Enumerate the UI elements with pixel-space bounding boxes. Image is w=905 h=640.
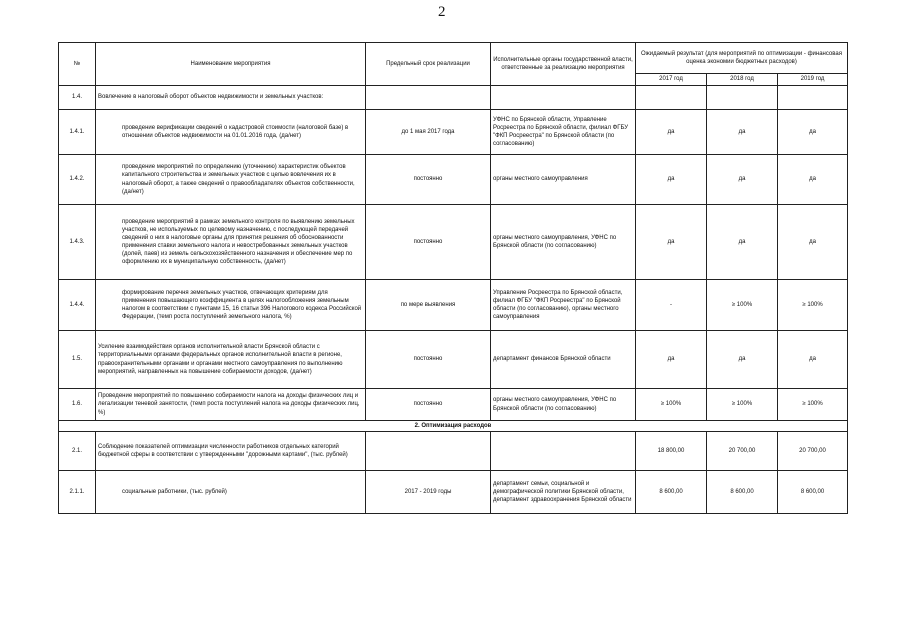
row-value-2018: да: [707, 155, 778, 205]
header-expected: Ожидаемый результат (для мероприятий по оптимизации - финансовая оценка экономии бюджетных расходов): [636, 43, 848, 74]
row-num: 1.4.: [59, 86, 96, 110]
row-deadline: 2017 - 2019 годы: [366, 471, 491, 514]
row-name: проведение мероприятий в рамках земельного контроля по выявлению земельных участков, не используемых по целевому назначению, с последующей передачей сведений о них в налоговые органы для принятия решения об обоснованности применения ставки земельного налога и невостребованных земельных участков (долей, паев) из земель сельскохозяйственного назначения и обеспечение мер по оформлению их в муниципальную собственность, (да/нет): [96, 205, 366, 280]
row-name: проведение мероприятий по определению (уточнению) характеристик объектов капитального строительства и земельных участков с целью вовлечения их в налоговый оборот, а также сведений о правообладателях объектов собственности, (да/нет): [96, 155, 366, 205]
row-value-2019: ≥ 100%: [778, 389, 848, 421]
table-row: [59, 389, 848, 421]
row-name: социальные работники, (тыс. рублей): [96, 471, 366, 514]
row-deadline: постоянно: [366, 389, 491, 421]
row-deadline: по мере выявления: [366, 280, 491, 331]
row-name: формирование перечня земельных участков, отвечающих критериям для применения повышающего коэффициента в целях налогообложения земельным налогом в соответствии с пунктами 15, 16 статьи 396 Налогового кодекса Российской Федерации, (темп роста поступлений земельного налога, %): [96, 280, 366, 331]
row-executors: органы местного самоуправления, УФНС по Брянской области (по согласованию): [491, 205, 636, 280]
header-year-2017: 2017 год: [636, 74, 707, 86]
row-value-2018: ≥ 100%: [707, 389, 778, 421]
row-executors: УФНС по Брянской области, Управление Росреестра по Брянской области, филиал ФГБУ "ФКП Росреестра" по Брянской области (по согласованию): [491, 110, 636, 155]
row-value-2017: да: [636, 331, 707, 389]
row-executors: [491, 432, 636, 471]
row-value-2019: 8 600,00: [778, 471, 848, 514]
table-row: [59, 280, 848, 331]
row-executors: Управление Росреестра по Брянской области, филиал ФГБУ "ФКП Росреестра" по Брянской области (по согласованию), органы местного самоуправления: [491, 280, 636, 331]
row-num: 1.6.: [59, 389, 96, 421]
table-row: [59, 331, 848, 389]
row-num: 1.4.4.: [59, 280, 96, 331]
row-deadline: постоянно: [366, 205, 491, 280]
header-num: №: [59, 43, 96, 86]
row-value-2017: да: [636, 205, 707, 280]
header-executors: Исполнительные органы государственной власти, ответственные за реализацию мероприятия: [491, 43, 636, 86]
row-value-2018: 20 700,00: [707, 432, 778, 471]
row-value-2019: да: [778, 205, 848, 280]
row-value-2017: -: [636, 280, 707, 331]
row-value-2019: да: [778, 331, 848, 389]
row-value-2017: 18 800,00: [636, 432, 707, 471]
row-num: 1.4.1.: [59, 110, 96, 155]
row-name: Проведение мероприятий по повышению собираемости налога на доходы физических лиц и легализации теневой занятости, (темп роста поступлений налога на доходы физических лиц, %): [96, 389, 366, 421]
table-row: [59, 155, 848, 205]
measures-table: [58, 42, 848, 514]
row-executors: органы местного самоуправления: [491, 155, 636, 205]
row-executors: органы местного самоуправления, УФНС по Брянской области (по согласованию): [491, 389, 636, 421]
row-value-2018: да: [707, 205, 778, 280]
row-value-2018: да: [707, 110, 778, 155]
row-name: Вовлечение в налоговый оборот объектов недвижимости и земельных участков:: [96, 86, 366, 110]
table-row: [59, 110, 848, 155]
row-name: Усиление взаимодействия органов исполнительной власти Брянской области с территориальными органами федеральных органов исполнительной власти в регионе, правоохранительными органами и органами местного самоуправления по выполнению мероприятий, направленных на повышение собираемости доходов, (да/нет): [96, 331, 366, 389]
header-row: [59, 43, 848, 74]
row-value-2017: да: [636, 110, 707, 155]
row-deadline: [366, 432, 491, 471]
row-num: 2.1.1.: [59, 471, 96, 514]
row-value-2019: ≥ 100%: [778, 280, 848, 331]
table-row: [59, 205, 848, 280]
header-year-2019: 2019 год: [778, 74, 848, 86]
header-deadline: Предельный срок реализации: [366, 43, 491, 86]
header-name: Наименование мероприятия: [96, 43, 366, 86]
row-value-2018: да: [707, 331, 778, 389]
header-year-2018: 2018 год: [707, 74, 778, 86]
row-num: 1.5.: [59, 331, 96, 389]
row-num: 1.4.3.: [59, 205, 96, 280]
row-deadline: до 1 мая 2017 года: [366, 110, 491, 155]
row-executors: департамент финансов Брянской области: [491, 331, 636, 389]
row-deadline: постоянно: [366, 331, 491, 389]
row-value-2018: 8 600,00: [707, 471, 778, 514]
row-name: проведение верификации сведений о кадастровой стоимости (налоговой базе) в отношении объектов недвижимости на 01.01.2016 года, (да/нет): [96, 110, 366, 155]
section-row: [59, 421, 848, 432]
row-num: 2.1.: [59, 432, 96, 471]
table-row: [59, 471, 848, 514]
row-value-2019: да: [778, 155, 848, 205]
row-value-2017: ≥ 100%: [636, 389, 707, 421]
table-row: [59, 432, 848, 471]
row-value-2018: ≥ 100%: [707, 280, 778, 331]
row-name: Соблюдение показателей оптимизации численности работников отдельных категорий бюджетной сферы в соответствии с утвержденными "дорожными картами", (тыс. рублей): [96, 432, 366, 471]
row-deadline: постоянно: [366, 155, 491, 205]
row-executors: департамент семьи, социальной и демографической политики Брянской области, департамент здравоохранения Брянской области: [491, 471, 636, 514]
page-number: 2: [438, 4, 446, 20]
row-value-2017: да: [636, 155, 707, 205]
row-value-2019: 20 700,00: [778, 432, 848, 471]
row-value-2017: 8 600,00: [636, 471, 707, 514]
row-num: 1.4.2.: [59, 155, 96, 205]
table-row: [59, 86, 848, 110]
row-value-2019: да: [778, 110, 848, 155]
section-title: 2. Оптимизация расходов: [59, 421, 848, 432]
